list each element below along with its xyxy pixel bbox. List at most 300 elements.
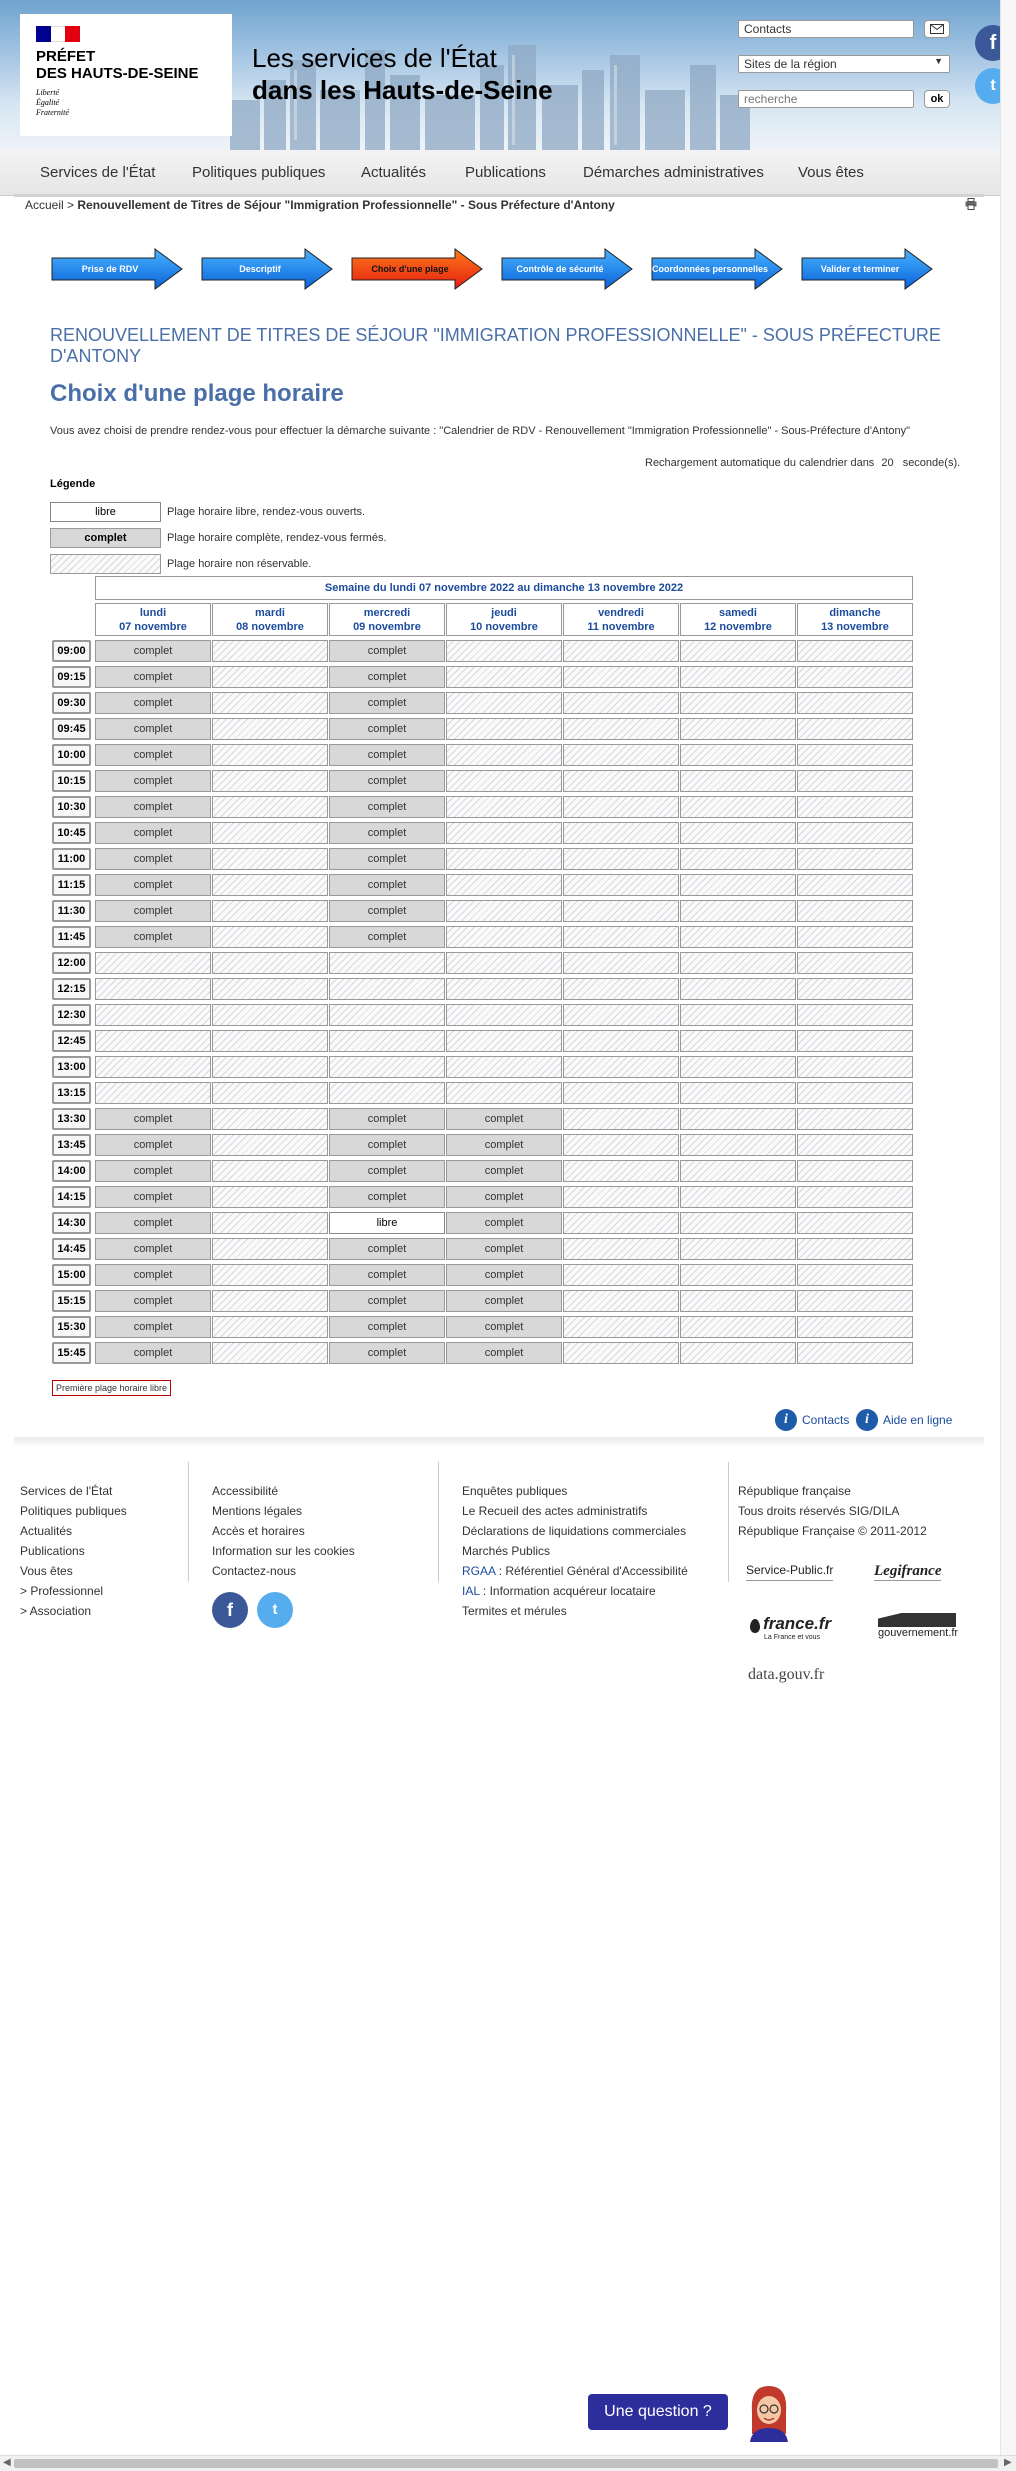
slot-non-reservable	[95, 952, 211, 974]
day-date: 13 novembre	[821, 621, 889, 633]
slot-complet: complet	[446, 1238, 562, 1260]
region-select-value: Sites de la région	[744, 57, 837, 71]
slot-non-reservable	[680, 822, 796, 844]
slot-non-reservable	[797, 1342, 913, 1364]
slot-non-reservable	[563, 744, 679, 766]
slot-complet: complet	[95, 640, 211, 662]
procedure-title: RENOUVELLEMENT DE TITRES DE SÉJOUR "IMMIGRATION PROFESSIONNELLE" - SOUS PRÉFECTURE D'ANTONY	[50, 325, 941, 366]
slot-complet: complet	[95, 1238, 211, 1260]
slot-non-reservable	[563, 1290, 679, 1312]
slot-non-reservable	[563, 1342, 679, 1364]
slot-non-reservable	[563, 666, 679, 688]
time-label: 11:30	[52, 900, 91, 922]
slot-non-reservable	[329, 952, 445, 974]
motto-liberte: Liberté	[36, 88, 60, 97]
search-submit-button[interactable]: ok	[924, 90, 950, 108]
footer-publication-link[interactable]	[462, 1521, 688, 1541]
footer-legal-link[interactable]: Contactez-nous	[212, 1564, 297, 1578]
slot-complet: complet	[95, 1160, 211, 1182]
day-date: 10 novembre	[470, 621, 538, 633]
time-label: 09:00	[52, 640, 91, 662]
nav-actualites[interactable]: Actualités	[361, 164, 427, 181]
slot-non-reservable	[212, 1316, 328, 1338]
day-name: dimanche	[829, 607, 881, 619]
contacts-field[interactable]: Contacts	[738, 20, 914, 38]
slot-non-reservable	[446, 640, 562, 662]
slot-non-reservable	[212, 874, 328, 896]
slot-non-reservable	[563, 796, 679, 818]
chatbot-avatar-icon[interactable]	[744, 2382, 794, 2442]
slot-complet: complet	[446, 1212, 562, 1234]
slot-non-reservable	[797, 952, 913, 974]
legifrance-logo[interactable]: Legifrance	[874, 1563, 942, 1579]
slot-non-reservable	[797, 874, 913, 896]
breadcrumb-current: Renouvellement de Titres de Séjour "Immigration Professionnelle" - Sous Préfecture d'Antony	[77, 198, 615, 212]
slot-non-reservable	[212, 744, 328, 766]
slot-non-reservable	[680, 1160, 796, 1182]
slot-non-reservable	[797, 1238, 913, 1260]
slot-complet: complet	[329, 900, 445, 922]
motto-fraternite: Fraternité	[36, 108, 69, 117]
footer-link-text: Termites et mérules	[462, 1604, 567, 1618]
facebook-icon[interactable]: f	[975, 25, 1011, 61]
slot-non-reservable	[563, 874, 679, 896]
nav-demarches[interactable]: Démarches administratives	[583, 164, 764, 181]
day-date: 08 novembre	[236, 621, 304, 633]
slot-non-reservable	[563, 1212, 679, 1234]
slot-non-reservable	[212, 1160, 328, 1182]
slot-non-reservable	[680, 978, 796, 1000]
slot-non-reservable	[446, 770, 562, 792]
slot-complet: complet	[95, 874, 211, 896]
slot-non-reservable	[680, 1056, 796, 1078]
slot-non-reservable	[212, 1342, 328, 1364]
slot-non-reservable	[446, 900, 562, 922]
nav-politiques-publiques[interactable]: Politiques publiques	[192, 164, 326, 181]
nav-services-etat[interactable]: Services de l'État	[40, 164, 156, 181]
slot-complet: complet	[329, 744, 445, 766]
site-title-line1: Les services de l'État	[252, 43, 497, 73]
slot-non-reservable	[212, 1264, 328, 1286]
nav-publications[interactable]: Publications	[465, 164, 546, 181]
slot-non-reservable	[212, 692, 328, 714]
footer-nav-link[interactable]: Politiques publiques	[20, 1504, 127, 1518]
legend-sample-complet: complet	[50, 528, 161, 548]
info-icon: i	[775, 1409, 797, 1431]
slot-non-reservable	[212, 666, 328, 688]
divider	[14, 194, 984, 197]
slot-non-reservable	[680, 1186, 796, 1208]
service-public-logo[interactable]: Service-Public.fr	[746, 1563, 833, 1581]
slot-non-reservable	[797, 770, 913, 792]
slot-complet: complet	[329, 1238, 445, 1260]
footer-link-text: Enquêtes publiques	[462, 1484, 568, 1498]
legend-sample-non-reservable	[50, 554, 161, 574]
time-label: 13:00	[52, 1056, 91, 1078]
slot-complet: complet	[95, 1342, 211, 1364]
time-label: 14:45	[52, 1238, 91, 1260]
day-name: samedi	[719, 607, 757, 619]
slot-complet: complet	[329, 770, 445, 792]
slot-complet: complet	[95, 770, 211, 792]
slot-non-reservable	[95, 1030, 211, 1052]
slot-non-reservable	[680, 692, 796, 714]
slot-non-reservable	[446, 666, 562, 688]
footer-legal-link[interactable]: Information sur les cookies	[212, 1544, 355, 1558]
marianne-flag-icon	[36, 26, 80, 42]
slot-complet: complet	[329, 666, 445, 688]
time-label: 12:45	[52, 1030, 91, 1052]
time-label: 10:00	[52, 744, 91, 766]
slot-complet: complet	[329, 1342, 445, 1364]
mail-button[interactable]	[924, 20, 950, 38]
slot-non-reservable	[212, 1004, 328, 1026]
france-fr-label: france.fr	[763, 1614, 832, 1633]
slot-non-reservable	[563, 692, 679, 714]
slot-non-reservable	[446, 978, 562, 1000]
slot-non-reservable	[680, 1290, 796, 1312]
time-label: 11:00	[52, 848, 91, 870]
slot-complet: complet	[95, 926, 211, 948]
slot-complet: complet	[95, 666, 211, 688]
time-label: 12:30	[52, 1004, 91, 1026]
slot-non-reservable	[563, 952, 679, 974]
step-label: Prise de RDV	[81, 264, 139, 274]
slot-complet: complet	[446, 1342, 562, 1364]
time-label: 14:00	[52, 1160, 91, 1182]
time-label: 13:15	[52, 1082, 91, 1104]
slot-non-reservable	[563, 900, 679, 922]
slot-non-reservable	[563, 640, 679, 662]
slot-non-reservable	[563, 718, 679, 740]
slot-non-reservable	[95, 978, 211, 1000]
slot-complet: complet	[95, 822, 211, 844]
slot-non-reservable	[446, 718, 562, 740]
slot-non-reservable	[563, 1264, 679, 1286]
slot-complet: complet	[329, 1316, 445, 1338]
slot-non-reservable	[680, 1316, 796, 1338]
footer-legal-link[interactable]: Mentions légales	[212, 1504, 303, 1518]
gouvernement-emblem-icon	[878, 1613, 956, 1627]
logo-prefet-line2: DES HAUTS-DE-SEINE	[36, 65, 199, 82]
slot-non-reservable	[797, 1160, 913, 1182]
time-label: 13:30	[52, 1108, 91, 1130]
slot-non-reservable	[563, 1316, 679, 1338]
reload-notice	[645, 457, 960, 469]
slot-non-reservable	[680, 848, 796, 870]
step-label: Valider et terminer	[820, 264, 900, 274]
slot-non-reservable	[797, 1290, 913, 1312]
slot-non-reservable	[797, 640, 913, 662]
legend-text-libre: Plage horaire libre, rendez-vous ouverts.	[167, 506, 366, 518]
breadcrumb-separator: >	[67, 198, 75, 212]
footer-col-legal	[212, 1481, 355, 1581]
day-date: 07 novembre	[119, 621, 187, 633]
step-label: Choix d'une plage	[371, 264, 449, 274]
footer-nav-link[interactable]: Services de l'État	[20, 1484, 113, 1498]
day-header-mardi	[212, 603, 328, 636]
chevron-down-icon: ▼	[934, 56, 943, 66]
slot-non-reservable	[446, 926, 562, 948]
slot-non-reservable	[563, 822, 679, 844]
footer-publication-link[interactable]	[462, 1541, 688, 1561]
footer-publication-link[interactable]	[462, 1581, 688, 1601]
slot-non-reservable	[446, 952, 562, 974]
slot-complet: complet	[329, 848, 445, 870]
slot-non-reservable	[212, 796, 328, 818]
chat-question-button[interactable]: Une question ?	[588, 2394, 728, 2430]
slot-complet: complet	[95, 796, 211, 818]
slot-non-reservable	[797, 666, 913, 688]
footer-publication-link[interactable]	[462, 1601, 688, 1621]
slot-non-reservable	[797, 1056, 913, 1078]
slot-non-reservable	[680, 952, 796, 974]
slot-complet: complet	[95, 1290, 211, 1312]
slot-non-reservable	[680, 1342, 796, 1364]
slot-non-reservable	[563, 848, 679, 870]
slot-non-reservable	[212, 1212, 328, 1234]
footer-republique-link: République française	[738, 1484, 851, 1498]
help-contacts-link[interactable]	[775, 1409, 849, 1431]
site-title	[252, 42, 553, 106]
footer-acronym: IAL	[462, 1584, 480, 1598]
main-navigation	[0, 150, 1000, 196]
help-online-label: Aide en ligne	[883, 1413, 953, 1427]
footer-col-republique	[738, 1481, 927, 1541]
slot-non-reservable	[797, 1030, 913, 1052]
footer-nav-link[interactable]: Vous êtes	[20, 1564, 73, 1578]
slot-non-reservable	[563, 1108, 679, 1130]
slot-non-reservable	[680, 744, 796, 766]
slot-non-reservable	[95, 1056, 211, 1078]
footer-col-publications	[462, 1481, 688, 1621]
footer-republique-link: Tous droits réservés SIG/DILA	[738, 1504, 900, 1518]
data-gouv-logo[interactable]: data.gouv.fr	[748, 1666, 825, 1683]
slot-non-reservable	[212, 1056, 328, 1078]
reload-seconds: 20	[881, 457, 894, 469]
footer-nav-link[interactable]: > Professionnel	[20, 1584, 104, 1598]
slot-non-reservable	[797, 692, 913, 714]
twitter-icon[interactable]: t	[975, 68, 1011, 104]
slot-complet: complet	[95, 900, 211, 922]
slot-non-reservable	[563, 926, 679, 948]
slot-complet: complet	[329, 1186, 445, 1208]
footer-divider	[188, 1462, 189, 1582]
slot-non-reservable	[680, 900, 796, 922]
scroll-left-icon[interactable]: ◀	[3, 2457, 11, 2468]
print-icon[interactable]	[965, 198, 977, 210]
day-name: jeudi	[491, 607, 517, 619]
slot-complet: complet	[446, 1316, 562, 1338]
slot-complet: complet	[329, 926, 445, 948]
info-icon: i	[856, 1409, 878, 1431]
slot-non-reservable	[446, 874, 562, 896]
footer-publication-link[interactable]	[462, 1501, 688, 1521]
slot-non-reservable	[797, 848, 913, 870]
slot-complet: complet	[95, 1264, 211, 1286]
footer-separator	[14, 1437, 984, 1447]
time-label: 10:15	[52, 770, 91, 792]
step-label: Coordonnées personnelles	[651, 264, 769, 274]
time-label: 15:15	[52, 1290, 91, 1312]
legend-title: Légende	[50, 478, 96, 490]
slot-complet: complet	[95, 1316, 211, 1338]
page-title: Choix d'une plage horaire	[50, 380, 344, 407]
slot-non-reservable	[680, 1238, 796, 1260]
footer-link-text: Déclarations de liquidations commerciales	[462, 1524, 687, 1538]
slot-non-reservable	[446, 744, 562, 766]
slot-non-reservable	[446, 796, 562, 818]
slot-non-reservable	[563, 1082, 679, 1104]
slot-non-reservable	[680, 1082, 796, 1104]
search-input[interactable]	[738, 90, 914, 108]
time-label: 14:30	[52, 1212, 91, 1234]
day-name: lundi	[139, 607, 167, 619]
slot-complet: complet	[329, 718, 445, 740]
intro-text: Vous avez choisi de prendre rendez-vous pour effectuer la démarche suivante : "Calendrier de RDV - Renouvellement "Immigration Professionnelle" - Sous-Préfecture d'Antony"	[50, 425, 911, 437]
gouvernement-logo[interactable]	[878, 1613, 958, 1639]
slot-non-reservable	[329, 978, 445, 1000]
slot-non-reservable	[797, 978, 913, 1000]
breadcrumb	[25, 198, 615, 212]
slot-non-reservable	[563, 1134, 679, 1156]
slot-non-reservable	[797, 796, 913, 818]
site-header	[0, 0, 1000, 150]
time-label: 09:45	[52, 718, 91, 740]
slot-complet: complet	[95, 1212, 211, 1234]
slot-complet: complet	[329, 1108, 445, 1130]
slot-complet: complet	[329, 692, 445, 714]
footer-divider	[438, 1462, 439, 1582]
time-label: 12:15	[52, 978, 91, 1000]
footer-nav-link[interactable]: > Association	[20, 1604, 92, 1618]
footer-col-navigation	[20, 1481, 127, 1621]
day-name: vendredi	[598, 607, 644, 619]
slot-non-reservable	[446, 1082, 562, 1104]
slot-non-reservable	[212, 1238, 328, 1260]
slot-non-reservable	[563, 1238, 679, 1260]
step-label: Contrôle de sécurité	[516, 264, 604, 274]
slot-non-reservable	[680, 640, 796, 662]
logo-prefet-line1: PRÉFET	[36, 48, 96, 65]
slot-complet: complet	[95, 1186, 211, 1208]
day-name: mardi	[255, 607, 285, 619]
footer-facebook-icon[interactable]: f	[212, 1592, 248, 1628]
region-select[interactable]	[738, 55, 950, 73]
slot-complet: complet	[329, 1264, 445, 1286]
footer-link-text: : Référentiel Général d'Accessibilité	[495, 1564, 688, 1578]
time-label: 11:45	[52, 926, 91, 948]
day-header-mercredi	[329, 603, 445, 636]
slot-non-reservable	[680, 1030, 796, 1052]
step-label: Descriptif	[239, 264, 281, 274]
footer-legal-link[interactable]: Accès et horaires	[212, 1524, 305, 1538]
slot-non-reservable	[563, 1056, 679, 1078]
day-date: 09 novembre	[353, 621, 421, 633]
slot-non-reservable	[212, 978, 328, 1000]
slot-non-reservable	[212, 952, 328, 974]
slot-libre[interactable]: libre	[329, 1212, 445, 1234]
help-online-link[interactable]	[856, 1409, 952, 1431]
footer-twitter-icon[interactable]: t	[257, 1592, 293, 1628]
horizontal-scrollbar[interactable]	[0, 2455, 1016, 2471]
slot-complet: complet	[329, 1290, 445, 1312]
first-free-slot-button[interactable]: Première plage horaire libre	[52, 1380, 171, 1396]
slot-non-reservable	[797, 926, 913, 948]
calendar-week-header: Semaine du lundi 07 novembre 2022 au dimanche 13 novembre 2022	[95, 576, 913, 600]
scroll-right-icon[interactable]: ▶	[1004, 2457, 1012, 2468]
slot-complet: complet	[446, 1160, 562, 1182]
slot-complet: complet	[95, 692, 211, 714]
vertical-scrollbar[interactable]	[1000, 0, 1016, 2455]
mail-icon	[930, 24, 944, 34]
slot-non-reservable	[329, 1082, 445, 1104]
reload-prefix: Rechargement automatique du calendrier dans	[645, 457, 875, 469]
time-label: 10:45	[52, 822, 91, 844]
footer-link-text: : Information acquéreur locataire	[479, 1584, 656, 1598]
scrollbar-thumb[interactable]	[14, 2459, 998, 2468]
slot-complet: complet	[446, 1186, 562, 1208]
slot-non-reservable	[563, 1030, 679, 1052]
footer-legal-link[interactable]: Accessibilité	[212, 1484, 279, 1498]
day-header-lundi	[95, 603, 211, 636]
slot-non-reservable	[446, 692, 562, 714]
time-label: 15:45	[52, 1342, 91, 1364]
footer-publication-link[interactable]	[462, 1481, 688, 1501]
slot-non-reservable	[95, 1004, 211, 1026]
slot-non-reservable	[329, 1004, 445, 1026]
motto-egalite: Égalité	[36, 98, 60, 107]
breadcrumb-home[interactable]: Accueil	[25, 198, 64, 212]
gouvernement-label: gouvernement.fr	[878, 1627, 959, 1639]
time-label: 15:30	[52, 1316, 91, 1338]
slot-complet: complet	[329, 1160, 445, 1182]
slot-non-reservable	[680, 1264, 796, 1286]
slot-non-reservable	[797, 1004, 913, 1026]
prefet-logo[interactable]	[20, 14, 232, 136]
slot-complet: complet	[329, 796, 445, 818]
time-label: 13:45	[52, 1134, 91, 1156]
footer-nav-link[interactable]: Publications	[20, 1544, 85, 1558]
slot-complet: complet	[95, 1134, 211, 1156]
footer-nav-link[interactable]: Actualités	[20, 1524, 73, 1538]
slot-non-reservable	[680, 796, 796, 818]
day-name: mercredi	[363, 607, 411, 619]
france-fr-sub: La France et vous	[764, 1634, 821, 1641]
slot-non-reservable	[212, 1030, 328, 1052]
reload-suffix: seconde(s).	[902, 457, 961, 469]
nav-vous-etes[interactable]: Vous êtes	[798, 164, 864, 181]
slot-non-reservable	[563, 1004, 679, 1026]
slot-non-reservable	[446, 848, 562, 870]
day-header-jeudi	[446, 603, 562, 636]
slot-non-reservable	[680, 1108, 796, 1130]
day-header-dimanche	[797, 603, 913, 636]
time-label: 10:30	[52, 796, 91, 818]
slot-complet: complet	[446, 1264, 562, 1286]
slot-complet: complet	[446, 1134, 562, 1156]
france-fr-logo[interactable]	[750, 1614, 831, 1641]
slot-complet: complet	[95, 718, 211, 740]
slot-non-reservable	[680, 1212, 796, 1234]
slot-non-reservable	[680, 926, 796, 948]
slot-non-reservable	[563, 978, 679, 1000]
slot-non-reservable	[797, 900, 913, 922]
footer-link-text: Le Recueil des actes administratifs	[462, 1504, 648, 1518]
footer-publication-link[interactable]	[462, 1561, 688, 1581]
slot-non-reservable	[797, 1212, 913, 1234]
day-date: 12 novembre	[704, 621, 772, 633]
